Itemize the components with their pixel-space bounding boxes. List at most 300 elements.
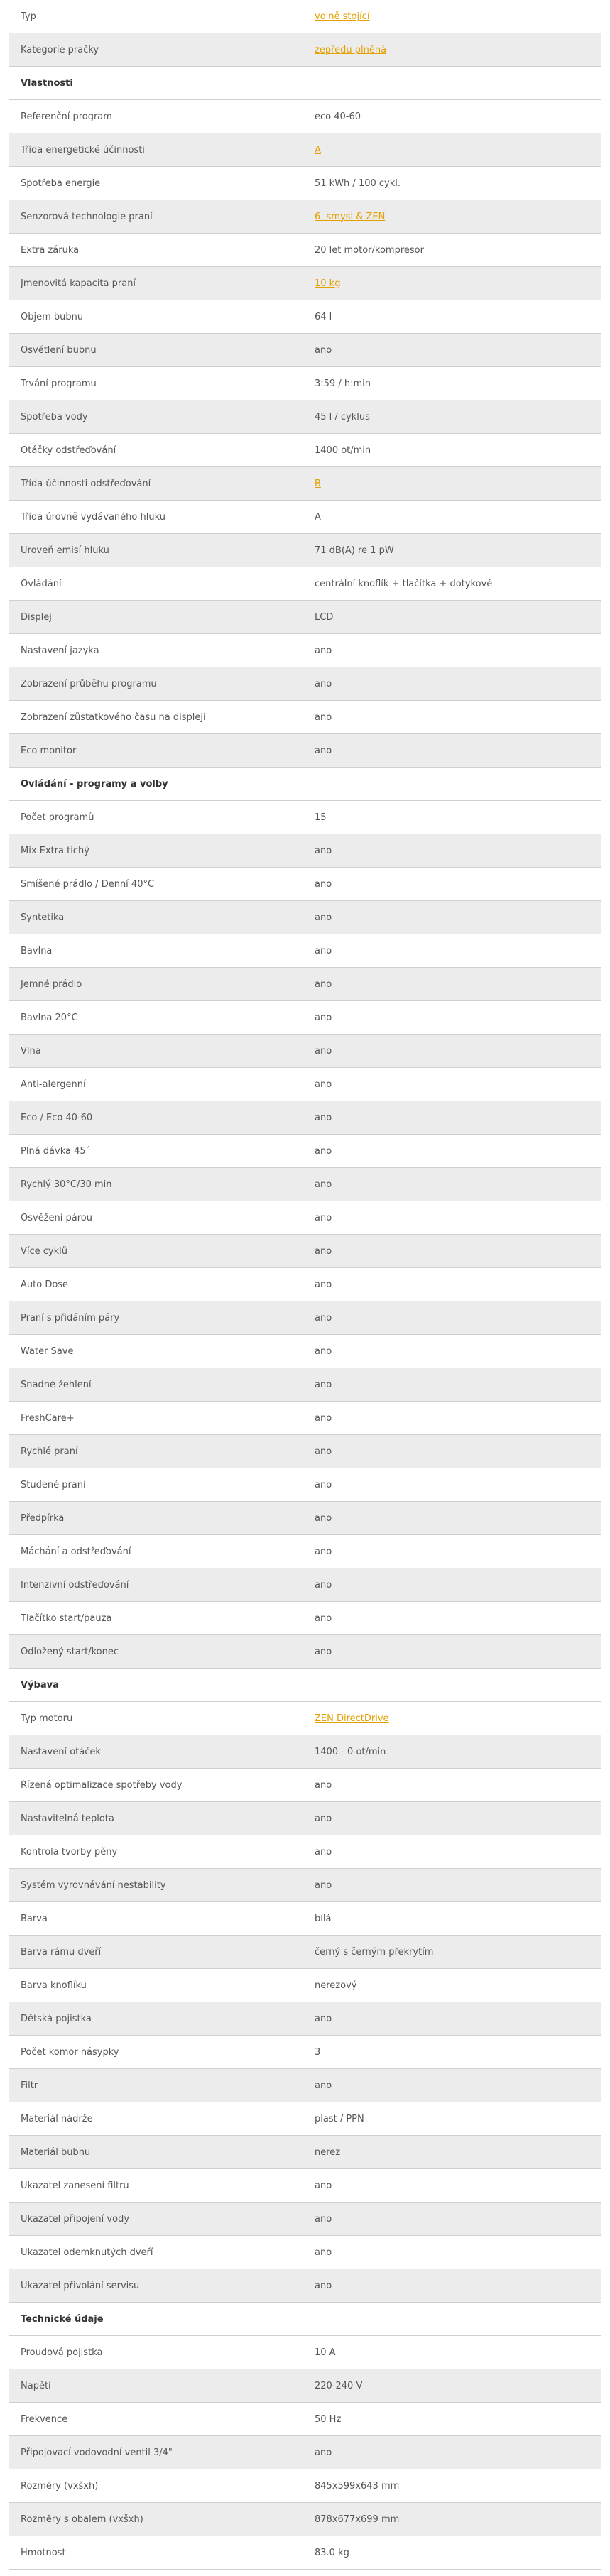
spec-value: ano: [315, 1479, 332, 1490]
spec-value: ano: [315, 2213, 332, 2225]
spec-label: Napětí: [21, 2380, 51, 2391]
spec-row: [9, 300, 601, 334]
spec-value: 64 l: [315, 311, 332, 322]
spec-label: Předpírka: [21, 1512, 65, 1524]
spec-value-cell: [315, 645, 601, 656]
spec-label: Úroveň emisí hluku: [21, 545, 109, 556]
spec-row: [9, 2136, 601, 2169]
section-header: [9, 1669, 601, 1702]
spec-row: [9, 667, 601, 701]
spec-value: 1400 ot/min: [315, 444, 371, 456]
spec-row: [9, 1902, 601, 1936]
spec-label: Objem bubnu: [21, 311, 84, 322]
spec-row: [9, 1535, 601, 1568]
spec-value-cell: [315, 1246, 601, 1257]
spec-value-cell: [315, 178, 601, 189]
spec-value: 71 dB(A) re 1 pW: [315, 545, 394, 556]
spec-value: ano: [315, 1145, 332, 1157]
spec-label: Kontrola tvorby pěny: [21, 1846, 118, 1857]
spec-value: 845x599x643 mm: [315, 2480, 400, 2492]
spec-value: ano: [315, 1112, 332, 1123]
spec-value: ano: [315, 1012, 332, 1023]
spec-label: Počet programů: [21, 812, 94, 823]
spec-label: Nastavení otáček: [21, 1746, 101, 1757]
spec-label: FreshCare+: [21, 1412, 75, 1424]
spec-value-cell: [315, 1914, 601, 1924]
spec-row: [9, 1035, 601, 1068]
spec-row: [9, 2336, 601, 2369]
section-header: [9, 67, 601, 100]
spec-row: [9, 100, 601, 133]
spec-value: ano: [315, 1312, 332, 1324]
spec-row: [9, 1468, 601, 1502]
spec-row: [9, 467, 601, 501]
spec-label: Eco / Eco 40-60: [21, 1112, 93, 1123]
spec-row: [9, 2102, 601, 2136]
spec-row: [9, 1101, 601, 1135]
spec-value-cell: [315, 812, 601, 823]
spec-value-cell: [315, 979, 601, 990]
spec-row: [9, 1068, 601, 1101]
spec-row: [9, 701, 601, 734]
spec-label: Senzorová technologie praní: [21, 211, 153, 222]
spec-value: ano: [315, 878, 332, 890]
spec-value: ano: [315, 1045, 332, 1057]
spec-row: [9, 234, 601, 267]
spec-value-cell: [315, 1580, 601, 1590]
spec-value-link[interactable]: 6. smysl & ZEN: [315, 211, 386, 222]
spec-value: eco 40-60: [315, 111, 361, 122]
spec-value-cell: [315, 412, 601, 422]
spec-value-cell: [315, 2114, 601, 2124]
spec-label: Mix Extra tichý: [21, 845, 89, 856]
spec-value-cell: [315, 712, 601, 723]
spec-value: ano: [315, 1179, 332, 1190]
spec-label: Zobrazení průběhu programu: [21, 678, 157, 689]
spec-value-cell: [315, 212, 601, 222]
spec-label: Nastavitelná teplota: [21, 1813, 114, 1824]
spec-row: [9, 133, 601, 167]
spec-value: ano: [315, 2280, 332, 2291]
spec-label: Osvěžení párou: [21, 1212, 92, 1223]
section-title: Technické údaje: [21, 2313, 104, 2325]
spec-value-cell: [315, 846, 601, 856]
spec-label: Rychlý 30°C/30 min: [21, 1179, 112, 1190]
spec-row: [9, 33, 601, 67]
spec-value-cell: [315, 1880, 601, 1891]
spec-label: Frekvence: [21, 2413, 68, 2425]
spec-value-cell: [315, 1079, 601, 1090]
spec-value-cell: [315, 2414, 601, 2425]
spec-value-cell: [315, 1279, 601, 1290]
spec-label: Trvání programu: [21, 378, 97, 389]
spec-row: [9, 534, 601, 567]
spec-label: Osvětlení bubnu: [21, 344, 97, 356]
spec-label: Jemné prádlo: [21, 978, 82, 990]
spec-value: A: [315, 511, 321, 523]
spec-value-cell: [315, 1380, 601, 1390]
spec-value-cell: [315, 245, 601, 256]
spec-value-cell: [315, 2014, 601, 2024]
spec-label: Odložený start/konec: [21, 1646, 119, 1657]
spec-value-cell: [315, 545, 601, 556]
spec-row: [9, 2436, 601, 2469]
spec-value-cell: [315, 1446, 601, 1457]
spec-value-cell: [315, 2080, 601, 2091]
spec-value: ano: [315, 1446, 332, 1457]
spec-value-cell: [315, 1647, 601, 1657]
spec-row: [9, 2269, 601, 2303]
spec-row: [9, 0, 601, 33]
spec-value-cell: [315, 1813, 601, 1824]
spec-row: [9, 601, 601, 634]
spec-value-cell: [315, 1747, 601, 1757]
spec-row: [9, 1001, 601, 1035]
spec-value-cell: [315, 1179, 601, 1190]
spec-value-cell: [315, 111, 601, 122]
spec-value: ano: [315, 978, 332, 990]
spec-value-cell: [315, 512, 601, 523]
spec-label: Jmenovitá kapacita praní: [21, 278, 136, 289]
spec-value-cell: [315, 2347, 601, 2358]
spec-row: [9, 2503, 601, 2536]
spec-label: Extra záruka: [21, 244, 80, 256]
spec-value-cell: [315, 45, 601, 55]
spec-value: ano: [315, 1412, 332, 1424]
spec-row: [9, 2469, 601, 2503]
spec-value: 45 l / cyklus: [315, 411, 370, 422]
spec-value-cell: [315, 479, 601, 489]
spec-row: [9, 1602, 601, 1635]
spec-label: Ukazatel odemknutých dveří: [21, 2247, 153, 2258]
spec-value-link[interactable]: ZEN DirectDrive: [315, 1713, 389, 1724]
section-title: Výbava: [21, 1679, 59, 1691]
spec-value-cell: [315, 1947, 601, 1958]
spec-value-cell: [315, 1480, 601, 1490]
spec-value: plast / PPN: [315, 2113, 364, 2124]
spec-row: [9, 2369, 601, 2403]
spec-row: [9, 334, 601, 367]
spec-value-cell: [315, 2247, 601, 2258]
spec-label: Displej: [21, 611, 52, 623]
spec-label: Bavlna 20°C: [21, 1012, 78, 1023]
spec-value-cell: [315, 1213, 601, 1223]
spec-label: Eco monitor: [21, 745, 77, 756]
spec-value: ano: [315, 845, 332, 856]
spec-label: Ukazatel přivolání servisu: [21, 2280, 140, 2291]
spec-row: [9, 834, 601, 868]
spec-value: ano: [315, 1512, 332, 1524]
spec-value-cell: [315, 1013, 601, 1023]
spec-row: [9, 367, 601, 400]
spec-value: ano: [315, 2013, 332, 2024]
spec-row: [9, 901, 601, 934]
spec-label: Vlna: [21, 1045, 41, 1057]
spec-value: ano: [315, 1646, 332, 1657]
spec-label: Počet komor násypky: [21, 2046, 119, 2058]
spec-value-cell: [315, 312, 601, 322]
spec-value-cell: [315, 746, 601, 756]
spec-label: Materiál bubnu: [21, 2146, 91, 2158]
spec-label: Water Save: [21, 1346, 74, 1357]
spec-value-cell: [315, 378, 601, 389]
spec-row: [9, 2036, 601, 2069]
spec-value-cell: [315, 1313, 601, 1324]
spec-label: Rozměry (vxšxh): [21, 2480, 99, 2492]
spec-row: [9, 1268, 601, 1301]
spec-row: [9, 1769, 601, 1802]
spec-row: [9, 634, 601, 667]
spec-label: Filtr: [21, 2080, 38, 2091]
spec-row: [9, 501, 601, 534]
spec-row: [9, 1335, 601, 1368]
spec-label: Systém vyrovnávání nestability: [21, 1879, 166, 1891]
spec-label: Tlačítko start/pauza: [21, 1612, 112, 1624]
spec-label: Syntetika: [21, 912, 65, 923]
spec-value: ano: [315, 2180, 332, 2191]
spec-value: černý s černým překrytím: [315, 1946, 434, 1958]
spec-value: ano: [315, 945, 332, 956]
spec-value-cell: [315, 345, 601, 356]
spec-value-cell: [315, 2147, 601, 2158]
spec-label: Barva rámu dveří: [21, 1946, 102, 1958]
spec-value-cell: [315, 1346, 601, 1357]
spec-value-link[interactable]: B: [315, 478, 321, 489]
spec-value-cell: [315, 1847, 601, 1857]
spec-label: Barva knoflíku: [21, 1980, 87, 1991]
spec-value-cell: [315, 1113, 601, 1123]
spec-label: Otáčky odstřeďování: [21, 444, 116, 456]
spec-value: 3: [315, 2046, 321, 2058]
spec-label: Bavlna: [21, 945, 53, 956]
spec-value-cell: [315, 1980, 601, 1991]
spec-value: 83.0 kg: [315, 2547, 349, 2558]
spec-value-cell: [315, 2447, 601, 2458]
spec-value: ano: [315, 1546, 332, 1557]
spec-value-cell: [315, 1613, 601, 1624]
spec-row: [9, 968, 601, 1001]
spec-label: Ovládání: [21, 578, 62, 589]
spec-row: [9, 2536, 601, 2570]
spec-row: [9, 2203, 601, 2236]
spec-value-cell: [315, 946, 601, 956]
spec-row: [9, 567, 601, 601]
spec-row: [9, 2403, 601, 2436]
spec-value: ano: [315, 645, 332, 656]
spec-value-cell: [315, 145, 601, 155]
spec-value: ano: [315, 1245, 332, 1257]
spec-value-link[interactable]: 10 kg: [315, 278, 341, 289]
spec-label: Rozměry s obalem (vxšxh): [21, 2514, 143, 2525]
spec-label: Třída úrovně vydávaného hluku: [21, 511, 165, 523]
spec-value: nerezový: [315, 1980, 357, 1991]
spec-value-cell: [315, 11, 601, 22]
spec-value-cell: [315, 612, 601, 623]
spec-label: Zobrazení zůstatkového času na displeji: [21, 711, 206, 723]
spec-value: ano: [315, 1579, 332, 1590]
spec-value: bílá: [315, 1913, 332, 1924]
spec-value: ano: [315, 912, 332, 923]
spec-value-cell: [315, 2047, 601, 2058]
spec-row: [9, 200, 601, 234]
spec-label: Ukazatel připojení vody: [21, 2213, 130, 2225]
spec-row: [9, 1235, 601, 1268]
spec-label: Spotřeba energie: [21, 178, 101, 189]
spec-value-cell: [315, 1546, 601, 1557]
spec-value-cell: [315, 2381, 601, 2391]
spec-row: [9, 1435, 601, 1468]
spec-row: [9, 1969, 601, 2002]
spec-label: Referenční program: [21, 111, 112, 122]
spec-label: Smíšené prádlo / Denní 40°C: [21, 878, 155, 890]
spec-value: ano: [315, 711, 332, 723]
spec-value: nerez: [315, 2146, 341, 2158]
spec-value-cell: [315, 2214, 601, 2225]
spec-row: [9, 1201, 601, 1235]
spec-value: ano: [315, 745, 332, 756]
spec-row: [9, 734, 601, 768]
spec-value: ano: [315, 1079, 332, 1090]
spec-value: ano: [315, 1612, 332, 1624]
spec-value: ano: [315, 1779, 332, 1791]
spec-value-cell: [315, 1046, 601, 1057]
spec-label: Typ motoru: [21, 1713, 73, 1724]
spec-row: [9, 1368, 601, 1402]
spec-label: Ukazatel zanesení filtru: [21, 2180, 129, 2191]
spec-label: Nastavení jazyka: [21, 645, 99, 656]
spec-row: [9, 934, 601, 968]
spec-row: [9, 1802, 601, 1835]
spec-value-cell: [315, 1713, 601, 1724]
spec-value-cell: [315, 579, 601, 589]
spec-value-cell: [315, 879, 601, 890]
spec-row: [9, 2069, 601, 2102]
spec-label: Dětská pojistka: [21, 2013, 92, 2024]
spec-label: Kategorie pračky: [21, 44, 99, 55]
spec-label: Rychlé praní: [21, 1446, 78, 1457]
spec-label: Máchání a odstřeďování: [21, 1546, 131, 1557]
spec-row: [9, 1936, 601, 1969]
spec-value: LCD: [315, 611, 334, 623]
spec-label: Plná dávka 45´: [21, 1145, 91, 1157]
spec-label: Praní s přidáním páry: [21, 1312, 120, 1324]
spec-value-cell: [315, 1780, 601, 1791]
spec-value-cell: [315, 1146, 601, 1157]
spec-value: ano: [315, 2447, 332, 2458]
section-title: Vlastnosti: [21, 77, 73, 89]
spec-label: Proudová pojistka: [21, 2347, 103, 2358]
spec-value: 878x677x699 mm: [315, 2514, 400, 2525]
spec-row: [9, 1168, 601, 1201]
spec-row: [9, 2169, 601, 2203]
spec-value: ano: [315, 1846, 332, 1857]
spec-label: Auto Dose: [21, 1279, 69, 1290]
spec-row: [9, 2236, 601, 2269]
spec-value: 3:59 / h:min: [315, 378, 371, 389]
spec-value: 10 A: [315, 2347, 336, 2358]
spec-value: centrální knoflík + tlačítka + dotykové: [315, 578, 493, 589]
spec-value-cell: [315, 445, 601, 456]
spec-row: [9, 1735, 601, 1769]
spec-row: [9, 267, 601, 300]
spec-row: [9, 801, 601, 834]
spec-label: Snadné žehlení: [21, 1379, 92, 1390]
spec-value-cell: [315, 912, 601, 923]
spec-label: Více cyklů: [21, 1245, 68, 1257]
spec-value: ano: [315, 1346, 332, 1357]
spec-row: [9, 1301, 601, 1335]
spec-row: [9, 1402, 601, 1435]
spec-row: [9, 434, 601, 467]
spec-row: [9, 868, 601, 901]
spec-value: ano: [315, 1279, 332, 1290]
spec-label: Materiál nádrže: [21, 2113, 93, 2124]
spec-value-link[interactable]: volně stojící: [315, 11, 370, 22]
spec-value-cell: [315, 2481, 601, 2492]
spec-row: [9, 1869, 601, 1902]
spec-value: ano: [315, 678, 332, 689]
spec-value-cell: [315, 278, 601, 289]
spec-value-cell: [315, 1413, 601, 1424]
spec-value: ano: [315, 2080, 332, 2091]
spec-table: [9, 0, 601, 2570]
spec-row: [9, 400, 601, 434]
spec-row: [9, 1835, 601, 1869]
spec-label: Třída účinnosti odstřeďování: [21, 478, 151, 489]
spec-row: [9, 1702, 601, 1735]
spec-label: Hmotnost: [21, 2547, 66, 2558]
spec-value: 51 kWh / 100 cykl.: [315, 178, 401, 189]
spec-value: 50 Hz: [315, 2413, 342, 2425]
spec-value-cell: [315, 679, 601, 689]
spec-value: 15: [315, 812, 327, 823]
spec-row: [9, 1135, 601, 1168]
spec-value-cell: [315, 2181, 601, 2191]
spec-value: 20 let motor/kompresor: [315, 244, 424, 256]
spec-label: Připojovací vodovodní ventil 3/4": [21, 2447, 173, 2458]
spec-row: [9, 1568, 601, 1602]
spec-label: Intenzivní odstřeďování: [21, 1579, 129, 1590]
section-header: [9, 768, 601, 801]
spec-row: [9, 167, 601, 200]
section-header: [9, 2303, 601, 2336]
spec-value: 220-240 V: [315, 2380, 363, 2391]
spec-value: ano: [315, 1879, 332, 1891]
spec-value-cell: [315, 2514, 601, 2525]
spec-row: [9, 1502, 601, 1535]
spec-row: [9, 2002, 601, 2036]
spec-value: ano: [315, 2247, 332, 2258]
spec-label: Anti-alergenní: [21, 1079, 86, 1090]
spec-value: ano: [315, 1212, 332, 1223]
spec-value: ano: [315, 1379, 332, 1390]
spec-value-cell: [315, 1513, 601, 1524]
spec-value-link[interactable]: zepředu plněná: [315, 44, 387, 55]
spec-label: Spotřeba vody: [21, 411, 88, 422]
spec-label: Řízená optimalizace spotřeby vody: [21, 1779, 183, 1791]
spec-value-cell: [315, 2548, 601, 2558]
spec-value-cell: [315, 2281, 601, 2291]
spec-row: [9, 1635, 601, 1669]
spec-value: ano: [315, 1813, 332, 1824]
spec-value-link[interactable]: A: [315, 144, 321, 155]
spec-label: Barva: [21, 1913, 48, 1924]
spec-value: ano: [315, 344, 332, 356]
spec-label: Studené praní: [21, 1479, 86, 1490]
spec-value: 1400 - 0 ot/min: [315, 1746, 386, 1757]
spec-label: Typ: [21, 11, 36, 22]
section-title: Ovládání - programy a volby: [21, 778, 168, 790]
